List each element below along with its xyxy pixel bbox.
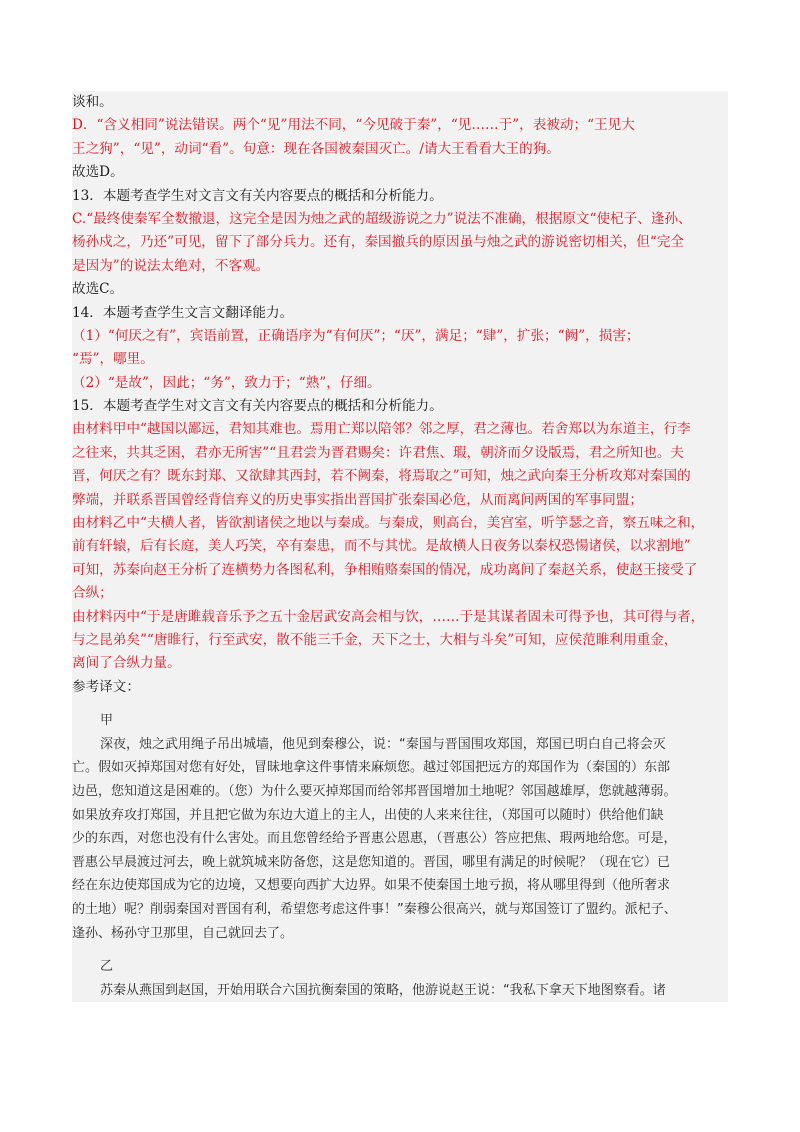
analysis-line: 13．本题考查学生对文言文有关内容要点的概括和分析能力。	[72, 187, 443, 204]
translation-section	[72, 699, 728, 1002]
translation-line: 逢孙、杨孙守卫那里，自己就回去了。	[72, 925, 294, 941]
analysis-line: 14．本题考查学生文言文翻译能力。	[72, 304, 294, 321]
paragraph-gap	[72, 699, 728, 709]
translation-line: 苏秦从燕国到赵国，开始用联合六国抗衡秦国的策略，他游说赵王说：“我私下拿天下地图察看。诸	[100, 982, 666, 998]
paragraph-gap	[72, 945, 728, 955]
translation-line: 的土地）呢？削弱秦国对晋国有利，希望您考虑这件事！”秦穆公很高兴，就与郑国签订了盟约。派杞子、	[72, 901, 677, 917]
translation-line: 少的东西，对您也没有什么害处。而且您曾经给予晋惠公恩惠，（晋惠公）答应把焦、瑕两地给您。可是，	[72, 831, 677, 847]
analysis-line: 前有轩辕，后有长庭，美人巧笑，卒有秦患，而不与其忧。是故横人日夜务以秦权恐愓诸侯，以求割地”	[72, 538, 691, 555]
analysis-line: 杨孙戍之，乃还”可见，留下了部分兵力。还有，秦国撤兵的原因虽与烛之武的游说密切相关，但“完全	[72, 234, 685, 251]
answer-document	[72, 91, 728, 1002]
analysis-line: （1）“何厌之有”，宾语前置，正确语序为“有何厌”；“厌”，满足；“肆”，扩张；“阙”，损害；	[72, 327, 640, 344]
analysis-line: 晋，何厌之有？既东封郑、又欲肆其西封，若不阙秦，将焉取之”可知，烛之武向秦王分析攻郑对秦国的	[72, 468, 691, 485]
translation-line: 亡。假如灭掉郑国对您有好处，冒昧地拿这件事情来麻烦您。越过邻国把远方的郑国作为（秦国的）东部	[72, 760, 671, 776]
translation-line: 甲	[100, 713, 114, 729]
analysis-line: C.“最终使秦军全数撤退，这完全是因为烛之武的超级游说之力”说法不准确，根据原文“使杞子、逢孙、	[72, 210, 692, 227]
analysis-line: 15．本题考查学生对文言文有关内容要点的概括和分析能力。	[72, 398, 443, 415]
translation-line: 经在东边使郑国成为它的边境，又想要向西扩大边界。如果不使秦国土地亏损，将从哪里得到（他所奢求	[72, 878, 671, 894]
analysis-line: 谈和。	[72, 94, 113, 110]
translation-line: 深夜，烛之武用绳子吊出城墙，他见到秦穆公，说：“秦国与晋国围攻郑国，郑国已明白自己将会灭	[100, 736, 666, 752]
analysis-line: 参考译文：	[72, 678, 140, 695]
analysis-line: 由材料乙中“夫横人者，皆欲割诸侯之地以与秦成。与秦成，则高台，美宫室，听竽瑟之音，察五味之和，	[72, 515, 705, 532]
analysis-line: 故选D。	[72, 164, 124, 181]
analysis-line: 由材料甲中“越国以鄙远，君知其难也。焉用亡郑以陪邻？邻之厚，君之薄也。若舍郑以为东道主，行李	[72, 421, 691, 438]
analysis-line: 故选C。	[72, 281, 124, 298]
translation-line: 如果放弃攻打郑国，并且把它做为东边大道上的主人，出使的人来来往往，（郑国可以随时）供给他们缺	[72, 807, 664, 823]
analysis-line: 由材料丙中“于是唐雎载音乐予之五十金居武安高会相与饮，……于是其谋者固未可得予也，其可得与者，	[72, 608, 705, 625]
analysis-line: 离间了合纵力量。	[72, 655, 181, 672]
analysis-line: “焉”，哪里。	[72, 351, 154, 368]
translation-line: 乙	[100, 959, 114, 975]
translation-line: 晋惠公早晨渡过河去，晚上就筑城来防备您，这是您知道的。晋国，哪里有满足的时候呢？（现在它）已	[72, 854, 671, 870]
analysis-line: 之往来，共其乏困，君亦无所害”“且君尝为晋君赐矣：许君焦、瑕，朝济而夕设版焉，君之所知也。夫	[72, 444, 685, 461]
analysis-line: D．“含义相同”说法错误。两个“见”用法不同，“今见破于秦”，“见……于”，表被动；“王见大	[72, 117, 635, 134]
analysis-line: 可知，苏秦向赵王分析了连横势力各图私利，争相贿赂秦国的情况，成功离间了秦赵关系，使赵王接受了	[72, 561, 698, 578]
analysis-line: 王之狗”，“见”，动词“看”。句意：现在各国被秦国灭亡。/请大王看看大王的狗。	[72, 140, 560, 157]
analysis-line: 合纵；	[72, 585, 113, 602]
analysis-line: （2）“是故”，因此；“务”，致力于；“熟”，仔细。	[72, 374, 381, 391]
analysis-line: 是因为”的说法太绝对，不客观。	[72, 257, 270, 274]
analysis-section	[72, 91, 728, 699]
analysis-line: 弊端，并联系晋国曾经背信弃义的历史事实指出晋国扩张秦国必危，从而离间两国的军事同盟；	[72, 491, 643, 508]
analysis-line: 与之昆弟矣”“唐睢行，行至武安，散不能三千金，天下之士，大相与斗矣”可知，应侯范睢利用重金，	[72, 631, 678, 648]
translation-line: 边邑，您知道这是困难的。（您）为什么要灭掉郑国而给邻邦晋国增加土地呢？邻国越雄厚，您就越薄弱。	[72, 783, 677, 799]
